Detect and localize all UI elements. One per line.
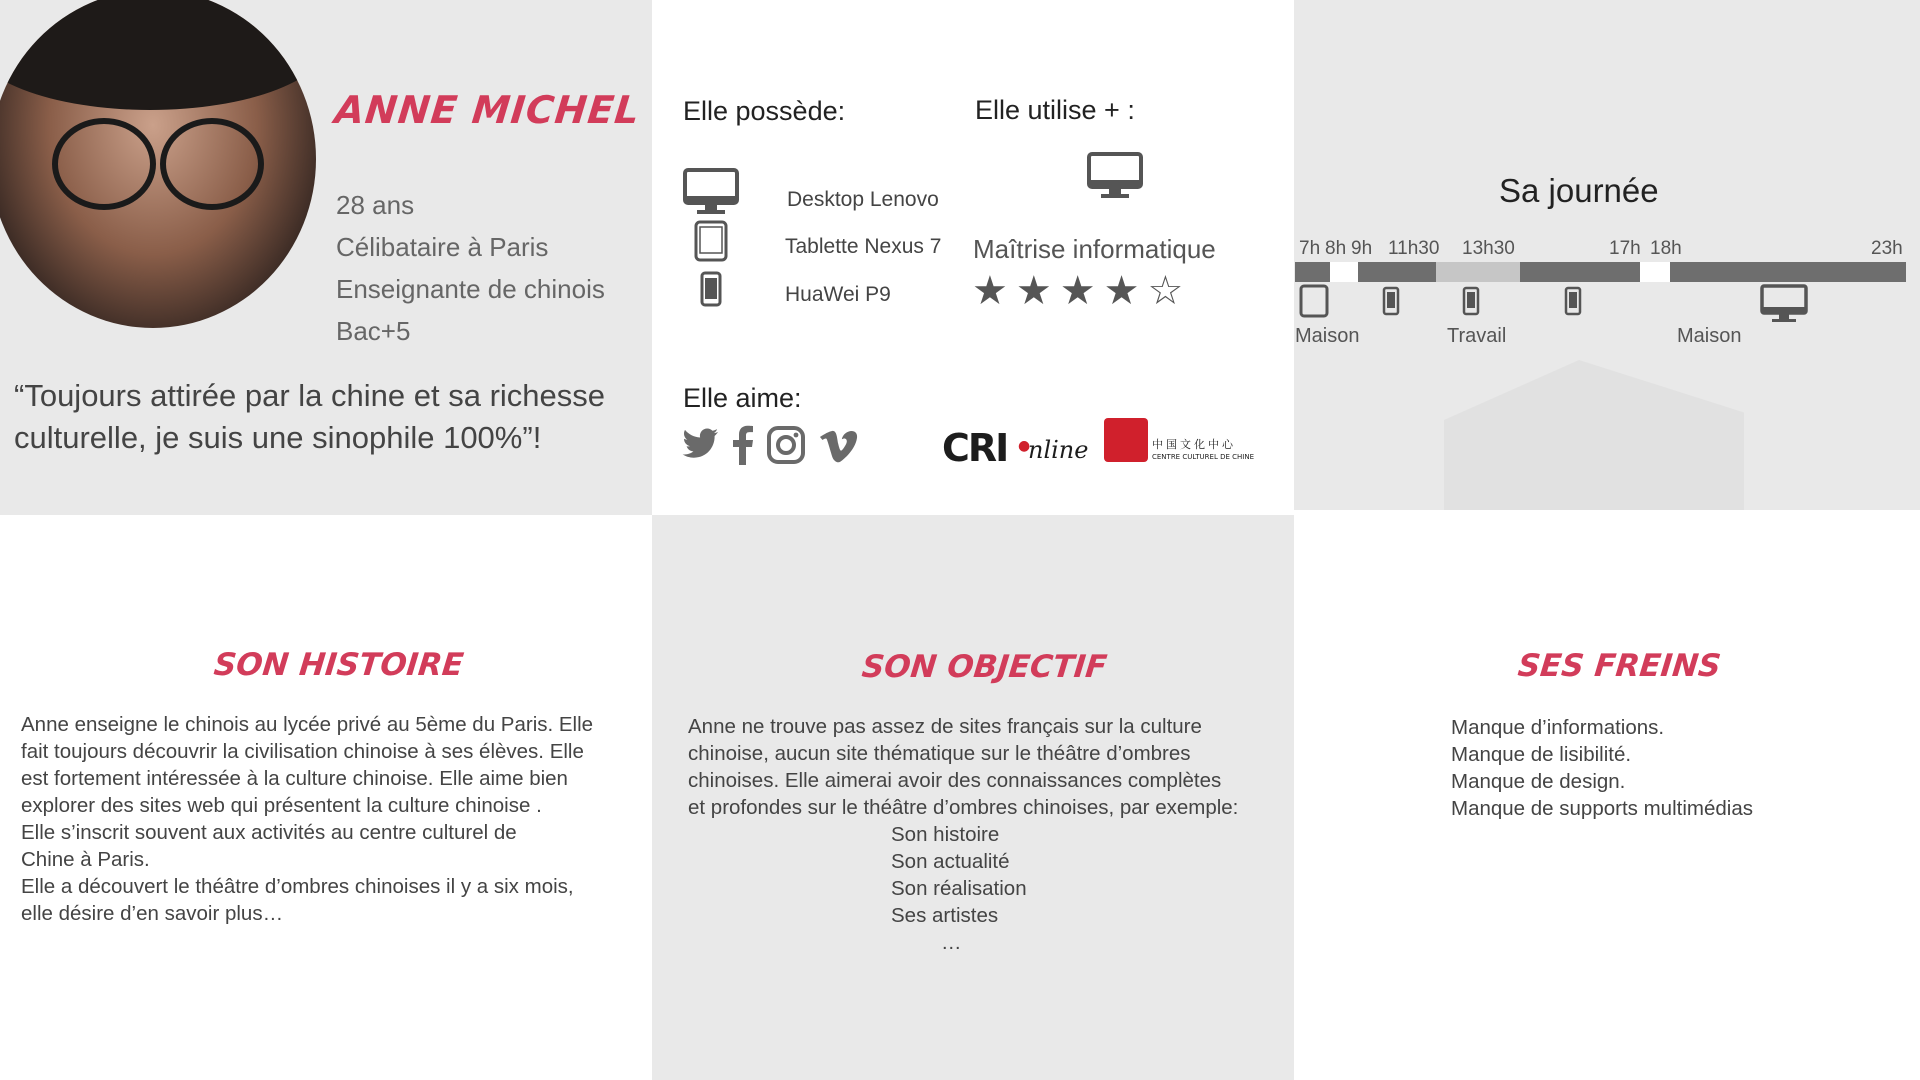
objectif-item: Son réalisation: [891, 877, 1027, 900]
profile-panel: [0, 0, 652, 515]
objectif-line: chinoises. Elle aimerai avoir des connaissances complètes: [688, 769, 1222, 792]
time-label: 9h: [1351, 238, 1373, 259]
day-panel: [1294, 0, 1920, 510]
objectif-line: Anne ne trouve pas assez de sites français sur la culture: [688, 715, 1202, 738]
avatar: [0, 0, 316, 328]
seal-icon: [1104, 418, 1148, 462]
objectif-panel: [652, 515, 1294, 1080]
day-title: Sa journée: [1499, 172, 1659, 209]
uses-heading: Elle utilise + :: [975, 95, 1135, 125]
logo-online: nline: [1028, 436, 1089, 464]
phone-icon: [1462, 286, 1480, 316]
devices-panel: [652, 0, 1294, 515]
histoire-line: est fortement intéressée à la culture chinoise. Elle aime bien: [21, 767, 568, 790]
time-label: 11h30: [1388, 238, 1440, 259]
histoire-line: Anne enseigne le chinois au lycée privé au 5ème du Paris. Elle: [21, 713, 594, 736]
time-label: 18h: [1650, 238, 1682, 259]
timeline-segment: [1640, 262, 1670, 282]
logo-cri: CRI: [942, 426, 1008, 470]
timeline-segment: [1520, 262, 1640, 282]
persona-education: Bac+5: [336, 316, 411, 346]
persona-job: Enseignante de chinois: [336, 274, 605, 304]
timeline-segment: [1670, 262, 1906, 282]
objectif-item: Son actualité: [891, 850, 1010, 873]
instagram-icon[interactable]: [766, 425, 806, 465]
timeline-segment: [1358, 262, 1436, 282]
histoire-title: SON HISTOIRE: [212, 647, 466, 683]
skill-label: Maîtrise informatique: [973, 234, 1216, 264]
place-label: Maison: [1295, 325, 1360, 347]
facebook-icon[interactable]: [732, 425, 754, 465]
tablet-icon: [1299, 284, 1329, 318]
histoire-line: fait toujours découvrir la civilisation chinoise à ses élèves. Elle: [21, 740, 584, 763]
timeline-segment: [1295, 262, 1330, 282]
objectif-line: chinoise, aucun site thématique sur le théâtre d’ombres: [688, 742, 1191, 765]
objectif-item: …: [941, 931, 962, 954]
star-filled-icon: ★: [1103, 268, 1148, 314]
persona-status: Célibataire à Paris: [336, 232, 549, 262]
objectif-title: SON OBJECTIF: [860, 649, 1109, 685]
logo-centre-fr: CENTRE CULTUREL DE CHINE: [1152, 453, 1255, 461]
objectif-item: Ses artistes: [891, 904, 999, 927]
tablet-icon: [694, 220, 728, 262]
persona-quote: “Toujours attirée par la chine et sa richesse culturelle, je suis une sinophile 100%”!: [14, 378, 606, 455]
freins-list: [1451, 714, 1891, 822]
desktop-icon: [1760, 284, 1808, 324]
twitter-icon[interactable]: [682, 428, 720, 462]
phone-icon: [1382, 286, 1400, 316]
objectif-item: Son histoire: [891, 823, 1000, 846]
timeline-segment: [1436, 262, 1520, 282]
vimeo-icon[interactable]: [818, 427, 858, 463]
persona-name: ANNE MICHEL: [332, 88, 643, 132]
freins-title: SES FREINS: [1516, 648, 1723, 684]
social-icons: [682, 420, 858, 470]
place-label: Travail: [1447, 325, 1507, 347]
freins-item: Manque de lisibilité.: [1451, 743, 1632, 766]
star-empty-icon: ☆: [1147, 268, 1192, 314]
likes-heading: Elle aime:: [683, 383, 802, 413]
histoire-line: elle désire d’en savoir plus…: [21, 902, 284, 925]
cri-logo: CRI ● nline 中国文化中心 CENTRE CULTUREL DE CHINE: [942, 418, 1282, 474]
objectif-list: [891, 821, 1027, 956]
time-label: 7h: [1299, 238, 1321, 259]
device-label-tablet: Tablette Nexus 7: [785, 235, 942, 258]
place-label: Maison: [1677, 325, 1742, 347]
persona-age: 28 ans: [336, 190, 415, 220]
histoire-line: Chine à Paris.: [21, 848, 150, 871]
desktop-icon: [683, 168, 739, 216]
owns-heading: Elle possède:: [683, 96, 846, 126]
timeline-segment: [1330, 262, 1358, 282]
phone-icon: [1564, 286, 1582, 316]
histoire-panel: [0, 515, 652, 1080]
time-label: 13h30: [1462, 238, 1515, 259]
histoire-line: explorer des sites web qui présentent la culture chinoise .: [21, 794, 542, 817]
house-illustration: [1444, 360, 1744, 510]
freins-item: Manque de supports multimédias: [1451, 797, 1753, 820]
freins-item: Manque d’informations.: [1451, 716, 1665, 739]
objectif-text: [688, 713, 1288, 821]
histoire-line: Elle s’inscrit souvent aux activités au centre culturel de: [21, 821, 517, 844]
star-filled-icon: ★: [972, 268, 1016, 314]
star-filled-icon: ★: [1059, 268, 1104, 314]
histoire-text: [21, 711, 641, 927]
star-filled-icon: ★: [1015, 268, 1060, 314]
freins-item: Manque de design.: [1451, 770, 1626, 793]
skill-rating: [972, 268, 1191, 314]
time-label: 23h: [1871, 238, 1903, 259]
histoire-line: Elle a découvert le théâtre d’ombres chinoises il y a six mois,: [21, 875, 574, 898]
objectif-line: et profondes sur le théâtre d’ombres chinoises, par exemple:: [688, 796, 1239, 819]
logo-centre-cn: 中国文化中心: [1152, 438, 1236, 451]
phone-icon: [700, 271, 722, 307]
time-label: 17h: [1609, 238, 1641, 259]
device-label-phone: HuaWei P9: [785, 283, 891, 306]
device-label-desktop: Desktop Lenovo: [787, 188, 939, 211]
freins-panel: [1294, 510, 1920, 1080]
time-label: 8h: [1325, 238, 1347, 259]
desktop-icon: [1087, 152, 1143, 200]
